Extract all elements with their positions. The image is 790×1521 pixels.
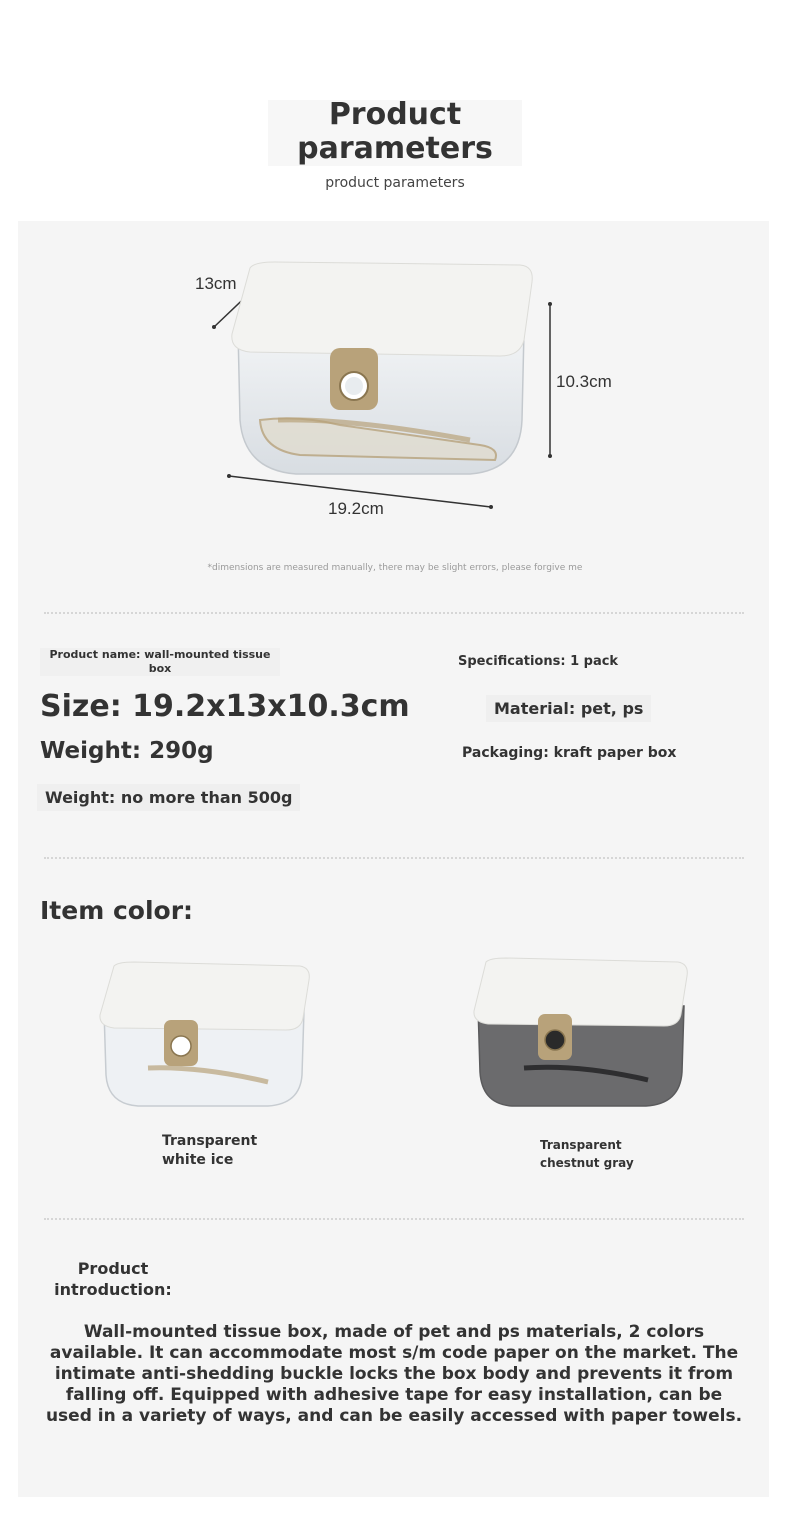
weight-spec: Weight: 290g: [40, 738, 214, 764]
height-label: 10.3cm: [556, 372, 612, 391]
color-caption-chestnut-gray: [540, 1136, 634, 1172]
heading-line-2: introduction:: [54, 1280, 172, 1299]
caption-line-2: chestnut gray: [540, 1156, 634, 1170]
caption-line-1: Transparent: [162, 1133, 258, 1149]
weight-limit-spec: Weight: no more than 500g: [37, 784, 300, 811]
size-spec: Size: 19.2x13x10.3cm: [40, 689, 410, 724]
caption-line-1: Transparent: [540, 1138, 622, 1152]
specifications-text: Specifications: 1 pack: [458, 654, 619, 669]
depth-label: 13cm: [195, 274, 237, 293]
color-caption-white-ice: [162, 1132, 257, 1170]
introduction-heading: [40, 1258, 186, 1300]
caption-line-2: white ice: [162, 1152, 234, 1168]
packaging-spec: Packaging: kraft paper box: [462, 745, 677, 761]
page-subtitle: product parameters: [325, 175, 465, 191]
material-spec: Material: pet, ps: [486, 695, 651, 722]
width-label: 19.2cm: [328, 499, 384, 518]
measurement-note: *dimensions are measured manually, there may be slight errors, please forgive me: [207, 563, 583, 573]
page-title: Product parameters: [297, 97, 493, 166]
introduction-body: Wall-mounted tissue box, made of pet and ps materials, 2 colors available. It can accommodate most s/m code paper on the market. The intimate anti-shedding buckle locks the box body and prevents it from falling off. Equipped with adhesive tape for easy installation, can be used in a variety of ways, and can be easily accessed with paper towels.: [45, 1322, 743, 1426]
heading-line-1: Product: [77, 1259, 149, 1278]
product-name: Product name: wall-mounted tissue box: [40, 648, 280, 676]
divider-3: [44, 1218, 744, 1220]
item-color-title: Item color:: [40, 896, 194, 925]
